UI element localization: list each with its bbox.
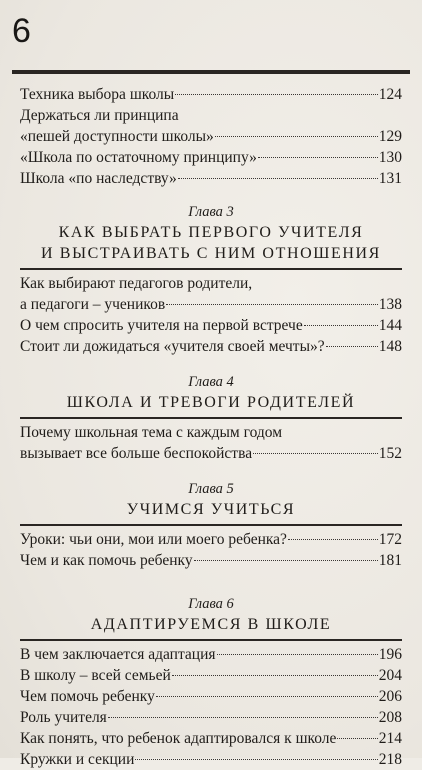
- toc-entry-page: 196: [378, 646, 402, 663]
- toc-entry-page: 130: [378, 149, 402, 166]
- toc-entry-title: В чем заключается адаптация: [20, 646, 216, 663]
- dot-leader: [135, 759, 377, 760]
- toc-entry: [20, 315, 402, 336]
- toc-entry-page: 214: [378, 730, 402, 747]
- table-of-contents: [20, 84, 402, 770]
- toc-chapter: [20, 480, 402, 571]
- chapter-label: Глава 3: [188, 204, 234, 220]
- chapter-title: КАК ВЫБРАТЬ ПЕРВОГО УЧИТЕЛЯ: [58, 224, 364, 241]
- toc-entry: [20, 147, 402, 168]
- toc-entry: [20, 168, 402, 189]
- toc-entry: [20, 294, 402, 315]
- toc-entry-page: 144: [378, 317, 402, 334]
- toc-entry-page: 204: [378, 667, 402, 684]
- chapter-divider: [20, 268, 402, 270]
- dot-leader: [326, 346, 378, 347]
- toc-entry-title: О чем спросить учителя на первой встрече: [20, 317, 303, 334]
- chapter-label: Глава 6: [188, 596, 234, 612]
- dot-leader: [172, 675, 378, 676]
- chapter-title: УЧИМСЯ УЧИТЬСЯ: [126, 501, 296, 518]
- toc-section: [20, 84, 402, 189]
- toc-entry-title: Как понять, что ребенок адаптировался к школе: [20, 730, 337, 747]
- toc-entry: [20, 336, 402, 357]
- dot-leader: [304, 325, 378, 326]
- toc-entry-page: 124: [378, 86, 402, 103]
- top-divider: [12, 70, 410, 74]
- toc-entry: [20, 126, 402, 147]
- toc-entry: [20, 749, 402, 770]
- chapter-title: АДАПТИРУЕМСЯ В ШКОЛЕ: [90, 616, 332, 633]
- toc-entry: [20, 84, 402, 105]
- toc-entry: [20, 443, 402, 464]
- toc-chapter: [20, 373, 402, 464]
- toc-entry-title: Чем и как помочь ребенку: [20, 552, 193, 569]
- toc-entry: [20, 728, 402, 749]
- dot-leader: [217, 654, 378, 655]
- toc-entry-page: 172: [378, 531, 402, 548]
- toc-entry: [20, 686, 402, 707]
- toc-entry: [20, 707, 402, 728]
- toc-entry-title-line: Держаться ли принципа: [20, 107, 179, 124]
- chapter-divider: [20, 639, 402, 641]
- toc-entry-page: 129: [378, 128, 402, 145]
- dot-leader: [215, 136, 378, 137]
- toc-entry: [20, 550, 402, 571]
- dot-leader: [175, 94, 378, 95]
- dot-leader: [288, 539, 378, 540]
- chapter-label: Глава 4: [188, 374, 234, 390]
- chapter-title: ШКОЛА И ТРЕВОГИ РОДИТЕЛЕЙ: [66, 394, 356, 411]
- toc-entry-page: 131: [378, 170, 402, 187]
- toc-entry-page: 152: [378, 445, 402, 462]
- toc-chapter: [20, 595, 402, 770]
- toc-entry-title: Роль учителя: [20, 709, 107, 726]
- page-number: 6: [12, 12, 31, 50]
- toc-entry-page: 218: [378, 751, 402, 768]
- toc-entry-page: 208: [378, 709, 402, 726]
- chapter-divider: [20, 524, 402, 526]
- toc-entry-title: Кружки и секции: [20, 751, 135, 768]
- toc-entry-page: 148: [378, 338, 402, 355]
- dot-leader: [156, 696, 378, 697]
- toc-entry-page: 206: [378, 688, 402, 705]
- toc-entry: [20, 529, 402, 550]
- toc-entry-title: Стоит ли дожидаться «учителя своей мечты»?: [20, 338, 325, 355]
- chapter-title: И ВЫСТРАИВАТЬ С НИМ ОТНОШЕНИЯ: [41, 245, 381, 262]
- dot-leader: [108, 717, 378, 718]
- toc-entry-title: Школа «по наследству»: [20, 170, 177, 187]
- toc-entry-title: вызывает все больше беспокойства: [20, 445, 253, 462]
- toc-entry-title: Техника выбора школы: [20, 86, 175, 103]
- toc-entry: [20, 644, 402, 665]
- dot-leader: [178, 178, 378, 179]
- dot-leader: [253, 453, 378, 454]
- dot-leader: [337, 738, 377, 739]
- toc-entry-page: 138: [378, 296, 402, 313]
- toc-entry-page: 181: [378, 552, 402, 569]
- dot-leader: [258, 157, 378, 158]
- toc-entry-title: Чем помочь ребенку: [20, 688, 155, 705]
- toc-chapter: [20, 203, 402, 357]
- dot-leader: [194, 560, 378, 561]
- chapter-divider: [20, 417, 402, 419]
- chapter-label: Глава 5: [188, 481, 234, 497]
- toc-entry-title: Уроки: чьи они, мои или моего ребенка?: [20, 531, 287, 548]
- toc-entry: [20, 665, 402, 686]
- toc-entry-title-line: Как выбирают педагогов родители,: [20, 275, 253, 292]
- toc-entry-title: «пешей доступности школы»: [20, 128, 214, 145]
- dot-leader: [166, 304, 378, 305]
- toc-entry-title-line: Почему школьная тема с каждым годом: [20, 424, 283, 441]
- toc-entry-title: «Школа по остаточному принципу»: [20, 149, 257, 166]
- toc-entry-title: В школу – всей семьей: [20, 667, 171, 684]
- toc-entry-title: а педагоги – учеников: [20, 296, 166, 313]
